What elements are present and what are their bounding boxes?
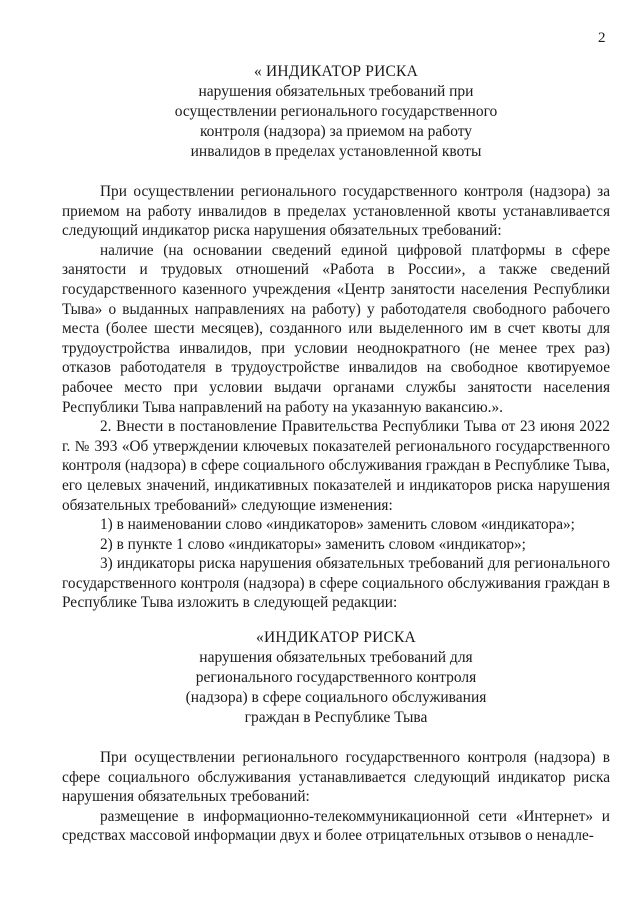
intro-paragraph: При осуществлении регионального государственного контроля (надзора) за приемом на работу инвалидов в пределах установленной квоты устанавливается следующий индикатор риска нарушения обязательных требований: <box>62 183 610 240</box>
heading-line: граждан в Республике Тыва <box>244 709 428 726</box>
indicator-paragraph: размещение в информационно-телекоммуникационной сети «Интернет» и средствах массовой информации двух и более отрицательных отзывов о ненадле- <box>62 807 610 845</box>
risk-indicator-heading-employment <box>62 62 610 162</box>
employment-indicator-body <box>62 182 610 613</box>
heading-line: (надзора) в сфере социального обслуживания <box>185 689 487 706</box>
heading-line: нарушения обязательных требований для <box>199 649 473 666</box>
page-number: 2 <box>598 30 606 46</box>
heading-line: осуществлении регионального государственного <box>174 103 498 120</box>
amendment-item-3: 3) индикаторы риска нарушения обязательных требований для регионального государственного контроля (надзора) в сфере социального обслуживания граждан в Республике Тыва изложить в следующей редакции: <box>62 555 610 612</box>
indicator-paragraph: наличие (на основании сведений единой цифровой платформы в сфере занятости и трудовых отношений «Работа в России», а также сведений государственного казенного учреждения «Центр занятости населения Республики Тыва» о выданных направлениях на работу) у работодателя свободного рабочего места (более шести месяцев), созданного или выделенного им в счет квоты для трудоустройства инвалидов, при условии неоднократного (не менее трех раз) отказов работодателя в трудоустройстве инвалидов на свободное квотируемое рабочее место при условии выдачи органами службы занятости населения Республики Тыва направлений на работу на указанную вакансию.». <box>62 241 610 416</box>
heading-line: контроля (надзора) за приемом на работу <box>199 123 473 140</box>
heading-line: регионального государственного контроля <box>195 669 477 686</box>
amendment-item-2: 2) в пункте 1 слово «индикаторы» заменить словом «индикатор»; <box>100 535 526 553</box>
amendment-item-1: 1) в наименовании слово «индикаторов» заменить словом «индикатора»; <box>100 516 575 534</box>
heading-title: « ИНДИКАТОР РИСКА <box>254 63 418 80</box>
risk-indicator-heading-social <box>62 628 610 728</box>
heading-line: инвалидов в пределах установленной квоты <box>190 143 482 160</box>
heading-title: «ИНДИКАТОР РИСКА <box>256 629 416 646</box>
heading-line: нарушения обязательных требований при <box>198 83 474 100</box>
intro-paragraph: При осуществлении регионального государственного контроля (надзора) в сфере социального обслуживания устанавливается следующий индикатор риска нарушения обязательных требований: <box>62 749 610 806</box>
social-indicator-body <box>62 748 610 846</box>
amendment-paragraph: 2. Внести в постановление Правительства Республики Тыва от 23 июня 2022 г. № 393 «Об утверждении ключевых показателей регионального государственного контроля (надзора) в сфере социального обслуживания граждан в Республике Тыва, его целевых значений, индикативных показателей и индикаторов риска нарушения обязательных требований» следующие изменения: <box>62 418 610 514</box>
